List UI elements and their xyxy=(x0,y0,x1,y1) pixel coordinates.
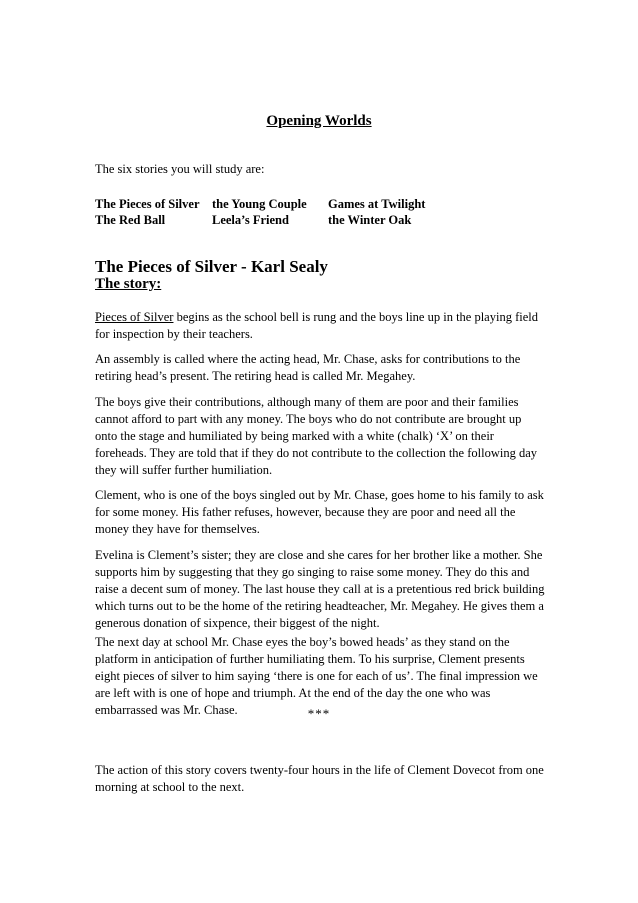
story-title-reference: Pieces of Silver xyxy=(95,310,174,324)
story-title: the Young Couple xyxy=(212,197,307,211)
story-title: the Winter Oak xyxy=(328,213,412,227)
section-subheading: The story: xyxy=(95,276,162,292)
paragraph xyxy=(95,309,545,343)
story-title: Leela’s Friend xyxy=(212,213,289,227)
story-title: Games at Twilight xyxy=(328,197,426,211)
section-divider: *** xyxy=(307,706,331,721)
stories-row xyxy=(95,212,448,228)
stories-list xyxy=(95,196,448,228)
story-title: The Red Ball xyxy=(95,213,166,227)
document-title: Opening Worlds xyxy=(266,113,372,129)
stories-row xyxy=(95,196,448,212)
paragraph-text: begins as the school bell is rung and the boys line up in the playing field for inspection by their teachers. xyxy=(95,310,538,341)
paragraph: Clement, who is one of the boys singled out by Mr. Chase, goes home to his family to ask for some money. His father refuses, however, because they are poor and need all the money they have for themselves. xyxy=(95,488,544,536)
section-heading: The Pieces of Silver - Karl Sealy xyxy=(95,257,328,276)
story-title: The Pieces of Silver xyxy=(95,197,200,211)
paragraph: Evelina is Clement’s sister; they are close and she cares for her brother like a mother. She supports him by suggesting that they go singing to raise some money. They do this and raise a decent sum of money. The last house they call at is a pretentious red brick building which turns out to be the home of the retiring headteacher, Mr. Megahey. He gives them a generous donation of sixpence, their biggest of the night. xyxy=(95,548,545,630)
intro-text: The six stories you will study are: xyxy=(95,162,265,176)
paragraph: The boys give their contributions, although many of them are poor and their families cannot afford to part with any money. The boys who do not contribute are brought up onto the stage and humiliated by being marked with a white (chalk) ‘X’ on their foreheads. They are told that if they do not contribute to the collection the following day they will suffer further humiliation. xyxy=(95,395,538,477)
paragraph: The action of this story covers twenty-four hours in the life of Clement Dovecot from one morning at school to the next. xyxy=(95,763,544,794)
paragraph: The next day at school Mr. Chase eyes the boy’s bowed heads’ as they stand on the platform in anticipation of further humiliating them. To his surprise, Clement presents eight pieces of silver to him saying ‘there is one for each of us’. The final impression we are left with is one of hope and triumph. At the end of the day the one who was embarrassed was Mr. Chase. xyxy=(95,635,538,717)
paragraph: An assembly is called where the acting head, Mr. Chase, asks for contributions to the retiring head’s present. The retiring head is called Mr. Megahey. xyxy=(95,352,521,383)
